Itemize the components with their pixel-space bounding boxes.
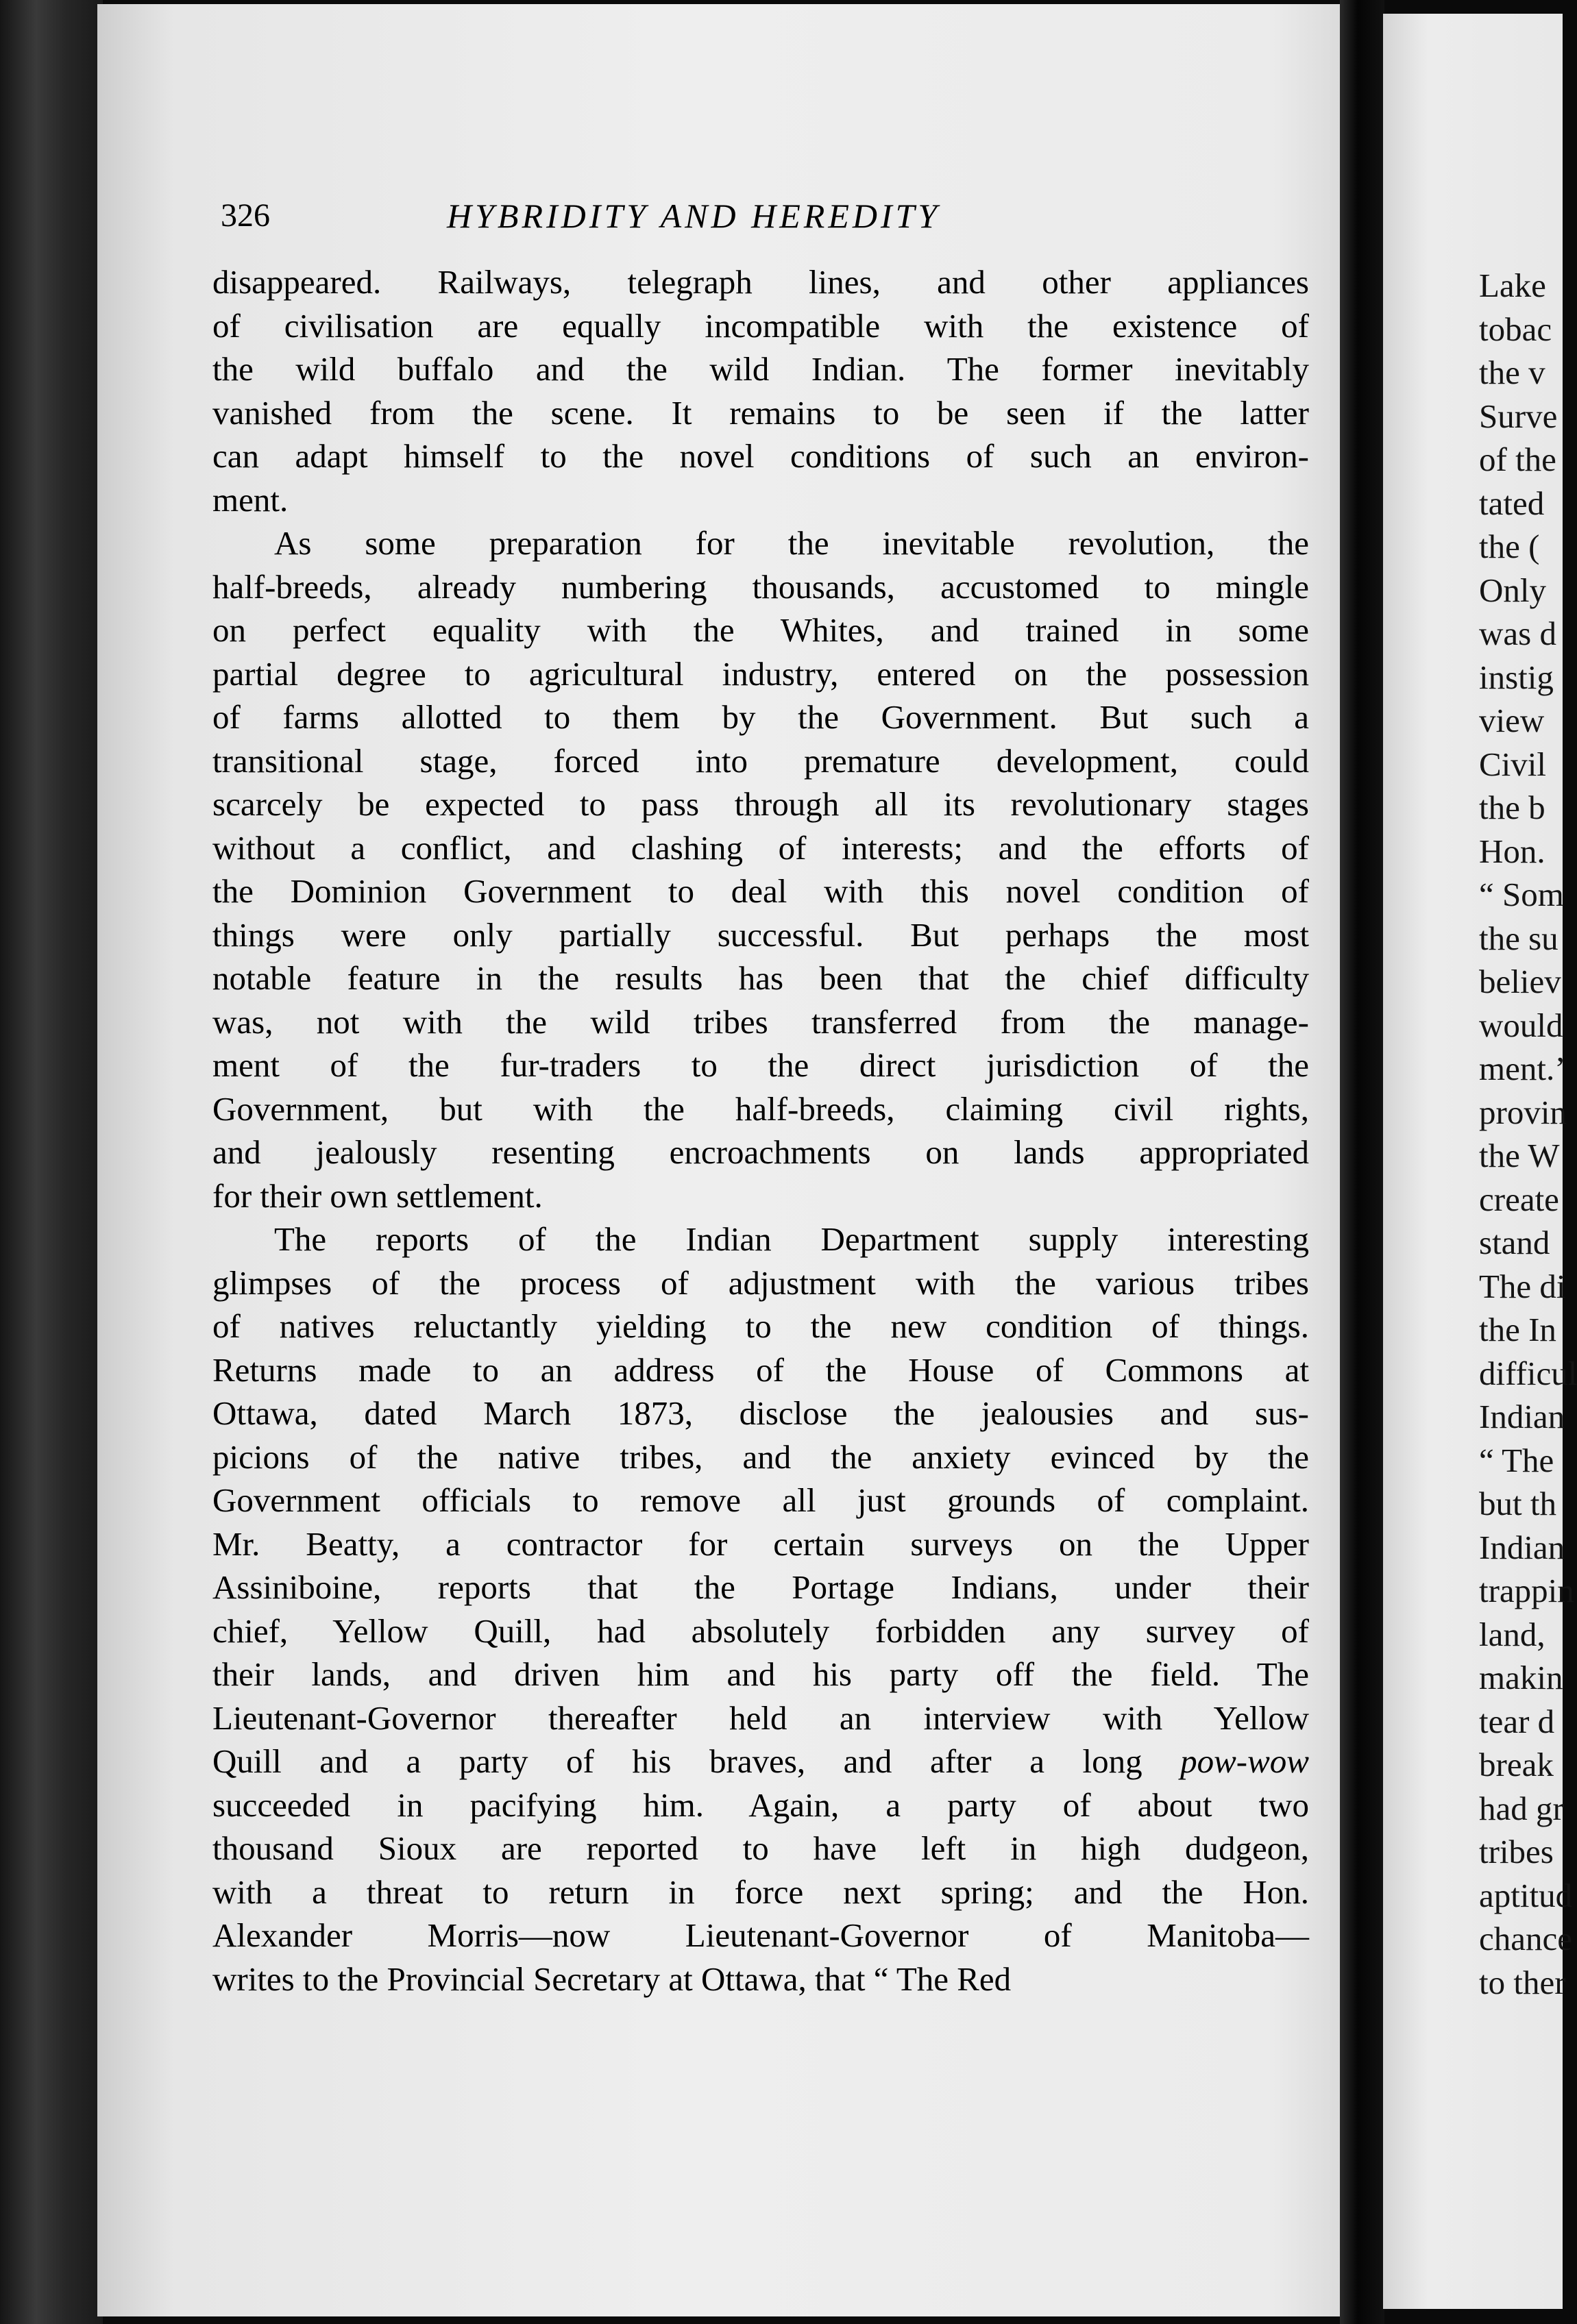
text-line: ment. [212, 480, 289, 519]
text-line: notable feature in the results has been that the chief difficulty [212, 959, 1309, 997]
text-line: Government officials to remove all just grounds of complaint. [212, 1481, 1309, 1519]
text-line: of civilisation are equally incompatible with the existence of [212, 306, 1309, 345]
text-line: of natives reluctantly yielding to the new condition of things. [212, 1307, 1309, 1345]
partial-line: create [1479, 1180, 1559, 1218]
paragraph-start: As some preparation for the inevitable revolution, the [274, 524, 1309, 562]
partial-line: break [1479, 1746, 1554, 1783]
text-line: writes to the Provincial Secretary at Ottawa, that “ The Red [212, 1960, 1012, 1998]
text-line: and jealously resenting encroachments on lands appropriated [212, 1133, 1309, 1171]
partial-line: The di [1479, 1267, 1566, 1305]
partial-line: was d [1479, 615, 1556, 652]
partial-line: believ [1479, 963, 1561, 1000]
italic-term: pow-wow [1180, 1742, 1309, 1780]
partial-line: of the [1479, 441, 1556, 478]
partial-line: difficul [1479, 1354, 1577, 1392]
partial-line: but th [1479, 1485, 1556, 1522]
partial-line: stand [1479, 1224, 1550, 1261]
page-number: 326 [221, 197, 270, 234]
partial-line: the W [1479, 1137, 1560, 1174]
right-page [1383, 14, 1577, 2309]
text-line: vanished from the scene. It remains to be seen if the latter [212, 393, 1309, 432]
partial-line: aptitud [1479, 1876, 1573, 1914]
text-line: ment of the fur-traders to the direct jurisdiction of the [212, 1046, 1309, 1084]
partial-line: to ther [1479, 1963, 1566, 2001]
text-line: disappeared. Railways, telegraph lines, and other appliances [212, 263, 1309, 301]
partial-line: tated [1479, 484, 1545, 522]
text-line: chief, Yellow Quill, had absolutely forbidden any survey of [212, 1611, 1309, 1650]
text-line: Government, but with the half-breeds, claiming civil rights, [212, 1089, 1309, 1128]
partial-line: the In [1479, 1311, 1556, 1348]
partial-line: the b [1479, 789, 1545, 826]
text-line: partial degree to agricultural industry, entered on the possession [212, 654, 1309, 693]
text-line: Alexander Morris—now Lieutenant-Governor of Manitoba— [212, 1916, 1309, 1954]
partial-line: Only [1479, 571, 1546, 609]
text-line: things were only partially successful. But perhaps the most [212, 915, 1309, 954]
text-line: glimpses of the process of adjustment with the various tribes [212, 1263, 1309, 1302]
partial-line: land, [1479, 1615, 1545, 1653]
running-title: HYBRIDITY AND HEREDITY [447, 197, 941, 235]
partial-line: “ Som [1479, 876, 1564, 913]
partial-line: Hon. [1479, 832, 1545, 870]
partial-line: would [1479, 1006, 1563, 1044]
text-line: the wild buffalo and the wild Indian. The former inevitably [212, 350, 1309, 388]
text-line: Ottawa, dated March 1873, disclose the jealousies and sus- [212, 1394, 1309, 1432]
partial-line: had gr [1479, 1789, 1564, 1827]
text-line: Assiniboine, reports that the Portage Indians, under their [212, 1568, 1309, 1606]
partial-line: Civil [1479, 745, 1547, 783]
text-line: without a conflict, and clashing of interests; and the efforts of [212, 828, 1309, 867]
partial-line: instig [1479, 658, 1554, 696]
partial-line: tribes [1479, 1833, 1554, 1870]
partial-line: the su [1479, 919, 1558, 957]
text-line: the Dominion Government to deal with this novel condition of [212, 872, 1309, 910]
partial-line: view [1479, 702, 1545, 739]
partial-line: “ The [1479, 1441, 1554, 1479]
body-text [212, 260, 1309, 2001]
partial-line: chance [1479, 1920, 1572, 1957]
text-line: transitional stage, forced into premature development, could [212, 741, 1309, 780]
running-head [221, 192, 1290, 240]
text-line: picions of the native tribes, and the anxiety evinced by the [212, 1437, 1309, 1476]
text-line: can adapt himself to the novel conditions of such an environ- [212, 437, 1309, 475]
text-line: was, not with the wild tribes transferred from the manage- [212, 1002, 1309, 1041]
partial-line: provin [1479, 1093, 1567, 1131]
partial-line: Indian [1479, 1398, 1565, 1435]
text-line: Returns made to an address of the House of Commons at [212, 1350, 1309, 1389]
partial-line: the v [1479, 354, 1545, 391]
text-line: for their own settlement. [212, 1176, 543, 1215]
paragraph-start: The reports of the Indian Department supply interesting [274, 1220, 1309, 1258]
partial-line: Indian [1479, 1528, 1565, 1566]
text-line: Mr. Beatty, a contractor for certain surveys on the Upper [212, 1524, 1309, 1563]
text-line: their lands, and driven him and his party off the field. The [212, 1655, 1309, 1693]
partial-line: tear d [1479, 1702, 1555, 1740]
text-line: with a threat to return in force next spring; and the Hon. [212, 1872, 1309, 1911]
text-line: of farms allotted to them by the Government. But such a [212, 698, 1309, 736]
partial-line: Surve [1479, 397, 1558, 435]
book-edge-left [0, 0, 103, 2324]
partial-line: Lake [1479, 267, 1546, 304]
partial-line: trappin [1479, 1572, 1574, 1609]
text-line: scarcely be expected to pass through all its revolutionary stages [212, 785, 1309, 823]
text-line: succeeded in pacifying him. Again, a party of about two [212, 1785, 1309, 1824]
text-line: Lieutenant-Governor thereafter held an interview with Yellow [212, 1698, 1309, 1737]
text-line: on perfect equality with the Whites, and trained in some [212, 611, 1309, 649]
partial-line: tobac [1479, 310, 1552, 348]
text-line-with-italic [212, 1740, 1309, 1783]
text-line: half-breeds, already numbering thousands, accustomed to mingle [212, 567, 1309, 606]
partial-line: ment.’ [1479, 1050, 1566, 1087]
book-gutter [1340, 0, 1384, 2324]
partial-line: the ( [1479, 528, 1540, 565]
text-line-start: Quill and a party of his braves, and after a long [212, 1742, 1142, 1780]
right-page-text [1479, 264, 1577, 2004]
partial-line: makin [1479, 1659, 1563, 1696]
text-line: thousand Sioux are reported to have left in high dudgeon, [212, 1829, 1309, 1867]
